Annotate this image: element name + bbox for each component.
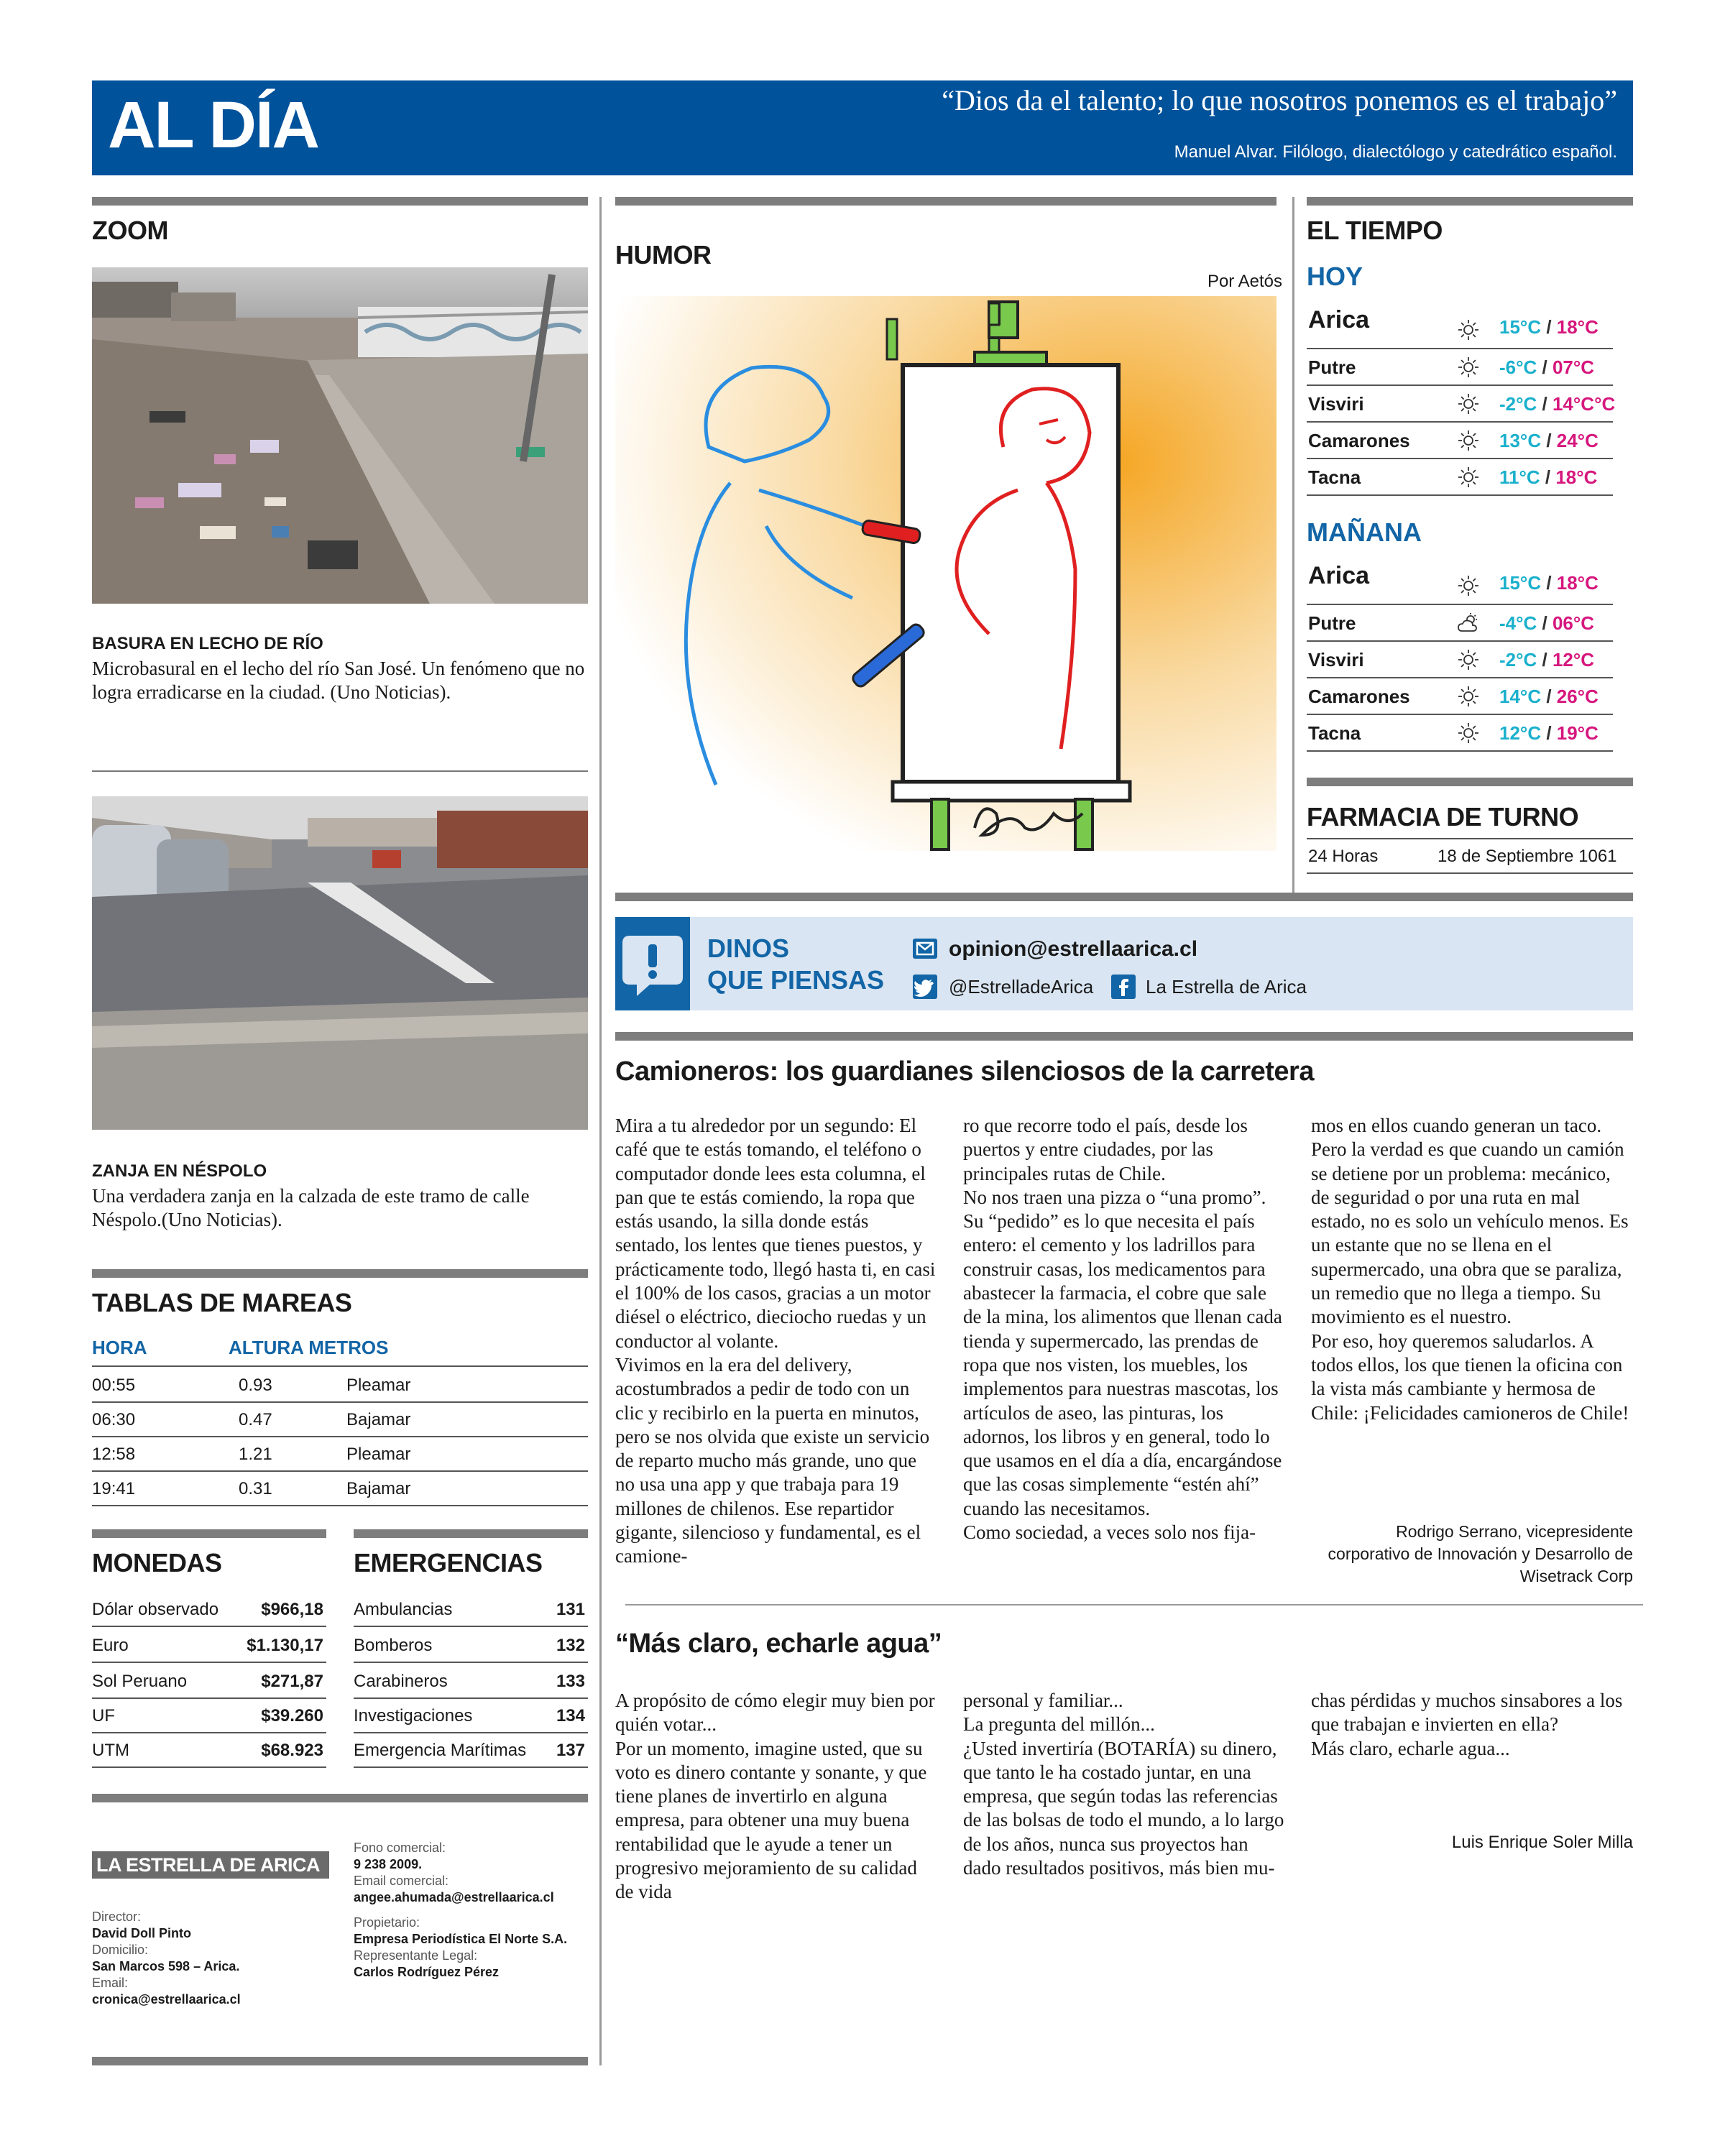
photo-caption-text: Microbasural en el lecho del río San José. Un fenómeno que no logra erradicarse en la ciudad. (Uno Noticias). <box>92 658 585 703</box>
weather-temps: 11°C / 18°C <box>1499 466 1598 488</box>
weather-row <box>1307 678 1613 715</box>
emergency-row: Investigaciones 134 <box>354 1697 588 1733</box>
article-column: Mira a tu alrededor por un segundo: El café que te estás tomando, el teléfono o computador donde lees esta columna, el pan que te estás comiendo, la ropa que estás usando, la silla donde estás sentado, los lentes que tienes puestos, y prácticamente todo, llegó hasta ti, en casi el 100% de los casos, gracias a un motor diésel o eléctrico, dieciocho ruedas y un conductor al volante. Vivimos en la era del delivery, acostumbrados a pedir de todo con un clic y recibirlo en la puerta en minutos, pero se nos olvida que existe un servicio de reparto mucho más grande, uno que no usa una app y que trabaja para 19 millones de chilenos. Ese repartidor gigante, silencioso y fundamental, es el camione- <box>615 1115 936 1567</box>
tide-row: 00:55 0.93 Pleamar <box>92 1368 588 1403</box>
divider <box>1307 838 1633 839</box>
weather-row <box>1307 349 1613 386</box>
divider <box>615 893 1633 901</box>
tide-row: 12:58 1.21 Pleamar <box>92 1437 588 1472</box>
exclamation-bubble-icon <box>615 917 690 1010</box>
section-title: AL DÍA <box>108 88 318 162</box>
weather-today-label: HOY <box>1307 262 1363 291</box>
photo-river-trash <box>92 267 588 604</box>
cartoon-image <box>615 296 1276 851</box>
article-author: Rodrigo Serrano, vicepresidente corporativo de Innovación y Desarrollo de Wisetrack Corp <box>1328 1522 1633 1585</box>
weather-temps: -2°C / 12°C <box>1499 649 1595 671</box>
masthead-right: Fono comercial: 9 238 2009. Email comercial: angee.ahumada@estrellaarica.cl Propietario: Empresa Periodística El Norte S.A. Representante Legal: Carlos Rodríguez Pérez <box>354 1841 568 1979</box>
weather-temps: 15°C / 18°C <box>1499 316 1598 338</box>
tides-col-altura: ALTURA METROS <box>229 1337 389 1358</box>
article-column: chas pérdidas y muchos sinsabores a los que trabajan e invierten en ella? Más claro, echarle agua... <box>1311 1690 1623 1759</box>
divider <box>1307 872 1633 874</box>
divider <box>615 197 1276 206</box>
newspaper-logo: LA ESTRELLA DE ARICA <box>92 1851 329 1879</box>
zoom-title: ZOOM <box>92 216 168 245</box>
divider <box>615 1032 1633 1041</box>
header-quote: “Dios da el talento; lo que nosotros ponemos es el trabajo” <box>942 84 1617 116</box>
weather-row <box>1307 715 1613 752</box>
pharmacy-title: FARMACIA DE TURNO <box>1307 802 1579 831</box>
sun-icon <box>1456 318 1481 342</box>
pharmacy-address: 18 de Septiembre 1061 <box>1438 847 1617 866</box>
weather-temps: -4°C / 06°C <box>1499 612 1595 634</box>
weather-row <box>1307 605 1613 642</box>
column-separator <box>599 197 602 2065</box>
sun-icon <box>1456 428 1481 453</box>
weather-city: Camarones <box>1308 686 1410 707</box>
weather-city: Putre <box>1308 612 1356 634</box>
article-column: ro que recorre todo el país, desde los puertos y entre ciudades, por las principales rutas de Chile. No nos traen una pizza o “una promo”. Su “pedido” es lo que necesita el país entero: el cemento y los ladrillos para construir casas, los medicamentos para abastecer la farmacia, el cobre que sale de la mina, los alimentos que llenan cada tienda y supermercado, las prendas de ropa que nos visten, los muebles, los implementos para nuestras mascotas, los artículos de aseo, las pinturas, los adornos, los libros y en general, todo lo que usamos en el día a día, encargándose que las cosas simplemente “estén ahí” cuando las necesitamos. Como sociedad, a veces solo nos fija- <box>963 1115 1282 1544</box>
emergency-row: Emergencia Marítimas 137 <box>354 1732 588 1768</box>
article-column: mos en ellos cuando generan un taco. Pero la verdad es que cuando un camión se detiene por un problema: mecánico, de seguridad o por una ruta en mal estado, no es solo un vehículo menos. Es un estante que no se llena en el supermercado, una obra que se paraliza, un remedio que no llega a tiempo. Su movimiento es el nuestro. Por eso, hoy queremos saludarlos. A todos ellos, los que tienen la oficina con la vista más cambiante y hermosa de Chile: ¡Felicidades camioneros de Chile! <box>1311 1115 1629 1424</box>
header-quote-author: Manuel Alvar. Filólogo, dialectólogo y catedrático español. <box>1174 142 1617 162</box>
emergency-row: Carabineros 133 <box>354 1663 588 1699</box>
sun-icon <box>1456 684 1481 709</box>
article-author: Luis Enrique Soler Milla <box>1451 1833 1633 1852</box>
emergency-row: Ambulancias 131 <box>354 1591 588 1627</box>
banner-icon-box <box>615 917 690 1010</box>
weather-temps: 13°C / 24°C <box>1499 430 1598 451</box>
tides-title: TABLAS DE MAREAS <box>92 1288 352 1317</box>
currency-row: Euro $1.130,17 <box>92 1627 326 1663</box>
sun-icon <box>1456 465 1481 489</box>
photo-caption-text: Una verdadera zanja en la calzada de este tramo de calle Néspolo.(Uno Noticias). <box>92 1185 530 1230</box>
article-column: personal y familiar... La pregunta del millón... ¿Usted invertiría (BOTARÍA) su dinero, que tanto le ha costado juntar, en una empresa, que según todas las referencias de las bolsas de todo el mundo, a lo largo de los años, nunca sus proyectos han dado resultados positivos, más bien mu- <box>963 1690 1284 1879</box>
tides-col-hora: HORA <box>92 1337 147 1358</box>
sun-icon <box>1456 721 1481 745</box>
weather-city: Camarones <box>1308 430 1410 451</box>
humor-title: HUMOR <box>615 240 712 270</box>
weather-row <box>1307 459 1613 496</box>
twitter-icon <box>913 975 937 999</box>
column-separator <box>1292 197 1294 901</box>
weather-temps: -2°C / 14°C°C <box>1499 393 1616 415</box>
divider <box>92 2057 588 2065</box>
banner-email[interactable]: opinion@estrellaarica.cl <box>949 937 1198 961</box>
weather-city: Putre <box>1308 356 1356 378</box>
divider <box>625 1604 1643 1606</box>
mail-icon <box>913 939 937 959</box>
weather-city: Visviri <box>1308 393 1364 415</box>
banner-twitter[interactable]: @EstrelladeArica <box>949 976 1094 998</box>
divider <box>92 770 588 772</box>
weather-temps: 14°C / 26°C <box>1499 686 1598 707</box>
weather-tomorrow-label: MAÑANA <box>1307 517 1422 547</box>
article-title: “Más claro, echarle agua” <box>615 1628 942 1659</box>
weather-temps: -6°C / 07°C <box>1499 356 1595 378</box>
weather-city: Arica <box>1308 562 1370 589</box>
divider <box>1307 778 1633 786</box>
partly-cloudy-icon <box>1456 611 1481 635</box>
article-column: A propósito de cómo elegir muy bien por quién votar... Por un momento, imagine usted, que su voto es dinero contante y sonante, y que tiene planes de invertirlo en alguna empresa, para obtener una muy buena rentabilidad que le ayude a tener un progresivo mejoramiento de su calidad de vida <box>615 1690 935 1903</box>
weather-title: EL TIEMPO <box>1307 216 1443 245</box>
weather-row <box>1307 305 1613 349</box>
currency-row: UTM $68.923 <box>92 1732 326 1768</box>
divider <box>92 1365 588 1367</box>
divider <box>92 1529 326 1538</box>
divider <box>1307 197 1633 206</box>
banner-facebook[interactable]: La Estrella de Arica <box>1146 976 1307 998</box>
currency-row: Sol Peruano $271,87 <box>92 1663 326 1699</box>
currency-row: Dólar observado $966,18 <box>92 1591 326 1627</box>
divider <box>92 1794 588 1802</box>
sun-icon <box>1456 392 1481 416</box>
weather-row <box>1307 423 1613 459</box>
divider <box>92 1269 588 1278</box>
tide-row: 06:30 0.47 Bajamar <box>92 1403 588 1437</box>
emergencias-title: EMERGENCIAS <box>354 1548 543 1577</box>
weather-row <box>1307 386 1616 423</box>
sun-icon <box>1456 355 1481 379</box>
emergency-row: Bomberos 132 <box>354 1627 588 1663</box>
cartoon-credit: Por Aetós <box>1207 272 1282 291</box>
banner-heading: DINOS QUE PIENSAS <box>707 934 885 995</box>
divider <box>354 1529 588 1538</box>
divider <box>92 197 588 206</box>
weather-city: Visviri <box>1308 649 1364 671</box>
weather-city: Arica <box>1308 306 1370 333</box>
article-title: Camioneros: los guardianes silenciosos de la carretera <box>615 1056 1314 1087</box>
weather-temps: 12°C / 19°C <box>1499 722 1598 744</box>
weather-temps: 15°C / 18°C <box>1499 572 1598 594</box>
monedas-title: MONEDAS <box>92 1548 222 1577</box>
sun-icon <box>1456 573 1481 598</box>
facebook-icon <box>1111 975 1136 999</box>
weather-row <box>1307 561 1613 605</box>
weather-city: Tacna <box>1308 722 1361 744</box>
photo-caption-title: BASURA EN LECHO DE RÍO <box>92 634 323 653</box>
masthead-left: Director: David Doll Pinto Domicilio: San Marcos 598 – Arica. Email: cronica@estrellaarica.cl <box>92 1909 241 2007</box>
weather-city: Tacna <box>1308 466 1361 488</box>
pharmacy-hours: 24 Horas <box>1308 847 1379 866</box>
photo-caption-title: ZANJA EN NÉSPOLO <box>92 1161 267 1181</box>
currency-row: UF $39.260 <box>92 1697 326 1733</box>
tide-row: 19:41 0.31 Bajamar <box>92 1472 588 1506</box>
sun-icon <box>1456 648 1481 672</box>
weather-row <box>1307 642 1613 678</box>
photo-road-trench <box>92 796 588 1130</box>
